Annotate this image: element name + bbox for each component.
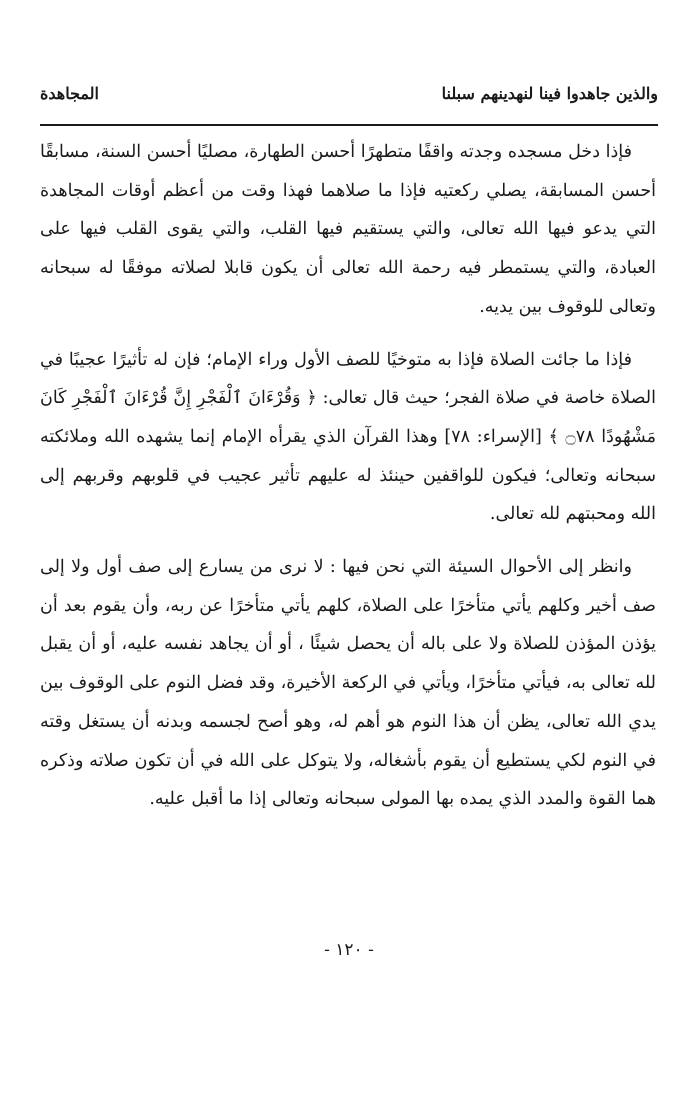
chapter-title: المجاهدة	[40, 84, 99, 103]
body-text	[40, 133, 656, 819]
header-divider	[40, 124, 658, 126]
book-title: والذين جاهدوا فينا لنهدينهم سبلنا	[441, 84, 658, 103]
running-header	[40, 84, 658, 114]
page-number: - ١٢٠ -	[324, 940, 374, 960]
paragraph-1: فإذا دخل مسجده وجدته واقفًا متطهرًا أحسن الطهارة، مصليًا أحسن السنة، مسابقًا أحسن المسابقة، يصلي ركعتيه فإذا ما صلاهما فهذا وقت من أعظم أوقات المجاهدة التي يدعو فيها الله تعالى، والتي يستقيم فيها القلب، والتي يقوى القلب فيها على العبادة، والتي يستمطر فيه رحمة الله تعالى أن يكون قابلا لصلاته موفقًا له سبحانه وتعالى للوقوف بين يديه.	[40, 142, 656, 317]
paragraph-2: فإذا ما جائت الصلاة فإذا به متوخيًا للصف الأول وراء الإمام؛ فإن له تأثيرًا عجيبًا في الصلاة خاصة في صلاة الفجر؛ حيث قال تعالى: ﴿ وَقُرْءَانَ ٱلْفَجْرِ إِنَّ قُرْءَانَ ٱلْفَجْرِ كَانَ مَشْهُودًا ۝٧٨ ﴾ [الإسراء: ٧٨] وهذا القرآن الذي يقرأه الإمام إنما يشهده الله وملائكته سبحانه وتعالى؛ فيكون للواقفين حينئذ له عليهم تأثير عجيب في قلوبهم وقربهم إلى الله ومحبتهم لله تعالى.	[40, 349, 657, 525]
paragraph-3: وانظر إلى الأحوال السيئة التي نحن فيها : لا نرى من يسارع إلى صف أول ولا إلى صف أخير وكلهم يأتي متأخرًا على الصلاة، كلهم يأتي متأخرًا عن ربه، وأن يقوم بعد أن يؤذن المؤذن للصلاة ولا على باله أن يحصل شيئًا ، أو أن يجاهد نفسه عليه، أو أن يقبل لله تعالى به، فيأتي متأخرًا، ويأتي في الركعة الأخيرة، وقد فضل النوم على الوقوف بين يدي الله تعالى، يظن أن هذا النوم هو أهم له، وهو أصح لجسمه وبدنه أن يستغل وقته في النوم لكي يستطيع أن يقوم بأشغاله، ولا يتوكل على الله في أن تكون صلاته وذكره هما القوة والمدد الذي يمده بها المولى سبحانه وتعالى إذا ما أقبل عليه.	[40, 557, 656, 810]
